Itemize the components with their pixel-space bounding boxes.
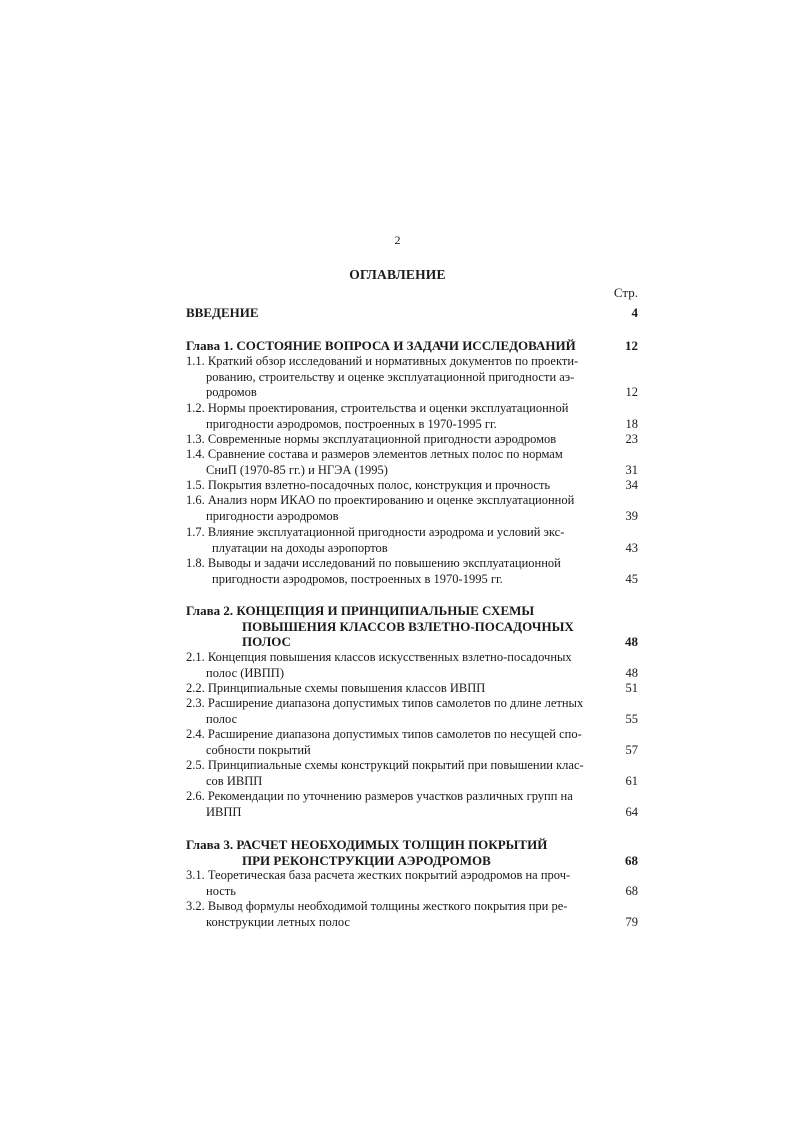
- toc-entry-line: 2.5. Принципиальные схемы конструкций покрытий при повышении клас-: [186, 758, 584, 772]
- toc-entry-page: 4: [631, 305, 638, 320]
- toc-entry-intro[interactable]: [186, 305, 638, 321]
- toc-entry-1-2[interactable]: [186, 401, 638, 432]
- toc-entry-line: 3.1. Теоретическая база расчета жестких покрытий аэродромов на проч-: [186, 868, 571, 882]
- toc-entry-page: 34: [625, 478, 638, 492]
- toc-entry-page: 51: [625, 681, 638, 695]
- toc-entry-2-3[interactable]: [186, 696, 638, 727]
- toc-chapter-title: Глава 3. РАСЧЕТ НЕОБХОДИМЫХ ТОЛЩИН ПОКРЫТИЙ: [186, 837, 548, 852]
- toc-entry-line: плуатации на доходы аэропортов: [212, 540, 388, 555]
- toc-entry-2-1[interactable]: [186, 650, 638, 681]
- toc-entry-page: 48: [625, 634, 638, 649]
- toc-entry-page: 39: [625, 508, 638, 523]
- toc-entry-page: 79: [625, 914, 638, 929]
- toc-entry-line: 2.4. Расширение диапазона допустимых типов самолетов по несущей спо-: [186, 727, 582, 741]
- toc-entry-line: рованию, строительству и оценке эксплуатационной пригодности аэ-: [206, 369, 575, 384]
- toc-chapter-1[interactable]: [186, 338, 638, 354]
- toc-entry-line: 1.7. Влияние эксплуатационной пригодности аэродрома и условий экс-: [186, 525, 565, 539]
- toc-entry-line: 1.1. Краткий обзор исследований и нормативных документов по проекти-: [186, 354, 579, 368]
- toc-entry-2-6[interactable]: [186, 789, 638, 820]
- toc-entry-line: конструкции летных полос: [206, 914, 350, 929]
- toc-entry-page: 55: [625, 711, 638, 726]
- toc-entry-line: пригодности аэродромов: [206, 508, 339, 523]
- toc-chapter-title: ПОВЫШЕНИЯ КЛАССОВ ВЗЛЕТНО-ПОСАДОЧНЫХ: [242, 618, 574, 634]
- toc-entry-line: СниП (1970-85 гг.) и НГЭА (1995): [206, 462, 388, 477]
- toc-entry-line: полос: [206, 711, 238, 726]
- page-number: 2: [394, 233, 401, 247]
- toc-entry-page: 12: [625, 385, 638, 399]
- toc-chapter-3[interactable]: [186, 837, 638, 868]
- toc-entry-line: сов ИВПП: [206, 773, 263, 788]
- toc-entry-page: 12: [625, 338, 638, 353]
- toc-entry-2-5[interactable]: [186, 758, 638, 789]
- toc-entry-line: 2.2. Принципиальные схемы повышения классов ИВПП: [186, 681, 486, 695]
- toc-entry-page: 68: [625, 852, 638, 868]
- toc-entry-1-6[interactable]: [186, 493, 638, 524]
- toc-entry-page: 43: [625, 540, 638, 555]
- toc-entry-line: 1.2. Нормы проектирования, строительства и оценки эксплуатационной: [186, 401, 569, 415]
- toc-chapter-title: Глава 2. КОНЦЕПЦИЯ И ПРИНЦИПИАЛЬНЫЕ СХЕМЫ: [186, 603, 535, 618]
- toc-entry-line: полос (ИВПП): [206, 665, 284, 680]
- toc-entry-line: 3.2. Вывод формулы необходимой толщины жесткого покрытия при ре-: [186, 899, 568, 913]
- toc-entry-page: 68: [625, 883, 638, 898]
- toc-entry-line: 2.6. Рекомендации по уточнению размеров участков различных групп на: [186, 789, 573, 803]
- toc-chapter-title: Глава 1. СОСТОЯНИЕ ВОПРОСА И ЗАДАЧИ ИССЛЕДОВАНИЙ: [186, 338, 576, 353]
- toc-entry-page: 45: [625, 571, 638, 586]
- toc-entry-line: 1.5. Покрытия взлетно-посадочных полос, конструкция и прочность: [186, 478, 551, 492]
- toc-chapter-title: ПОЛОС: [242, 634, 291, 649]
- toc-entry-1-3[interactable]: [186, 432, 638, 448]
- toc-entry-1-1[interactable]: [186, 354, 638, 401]
- toc-entry-line: пригодности аэродромов, построенных в 1970-1995 гг.: [212, 571, 503, 586]
- pages-column-label: Стр.: [613, 285, 638, 300]
- toc-entry-page: 61: [625, 773, 638, 788]
- toc-entry-line: пригодности аэродромов, построенных в 1970-1995 гг.: [206, 416, 497, 431]
- toc-entry-line: 1.4. Сравнение состава и размеров элементов летных полос по нормам: [186, 447, 563, 461]
- toc-entry-3-1[interactable]: [186, 868, 638, 899]
- toc-entry-page: 64: [625, 804, 638, 819]
- toc-entry-page: 18: [625, 416, 638, 431]
- toc-entry-1-7[interactable]: [186, 525, 638, 556]
- toc-entry-2-2[interactable]: [186, 681, 638, 697]
- toc-entry-3-2[interactable]: [186, 899, 638, 930]
- toc-entry-line: ИВПП: [206, 804, 242, 819]
- toc-entry-line: 1.8. Выводы и задачи исследований по повышению эксплуатационной: [186, 556, 561, 570]
- toc-entry-line: 2.3. Расширение диапазона допустимых типов самолетов по длине летных: [186, 696, 584, 710]
- toc-entry-1-4[interactable]: [186, 447, 638, 478]
- toc-entry-page: 48: [625, 665, 638, 680]
- toc-entry-page: 23: [625, 432, 638, 446]
- toc-entry-line: 1.6. Анализ норм ИКАО по проектированию и оценке эксплуатационной: [186, 493, 575, 507]
- toc-entry-1-8[interactable]: [186, 556, 638, 587]
- toc-title: ОГЛАВЛЕНИЕ: [349, 267, 446, 282]
- toc-chapter-title: ПРИ РЕКОНСТРУКЦИИ АЭРОДРОМОВ: [242, 852, 491, 868]
- toc-entry-1-5[interactable]: [186, 478, 638, 494]
- toc-entry-line: 1.3. Современные нормы эксплуатационной пригодности аэродромов: [186, 432, 557, 446]
- toc-entry-line: родромов: [206, 385, 257, 399]
- toc-entry-2-4[interactable]: [186, 727, 638, 758]
- toc-entry-line: собности покрытий: [206, 742, 311, 757]
- toc-entry-line: 2.1. Концепция повышения классов искусственных взлетно-посадочных: [186, 650, 572, 664]
- toc-entry-line: ность: [206, 883, 236, 898]
- toc-entry-page: 57: [625, 742, 638, 757]
- toc-entry-text: ВВЕДЕНИЕ: [186, 305, 259, 320]
- toc-chapter-2[interactable]: [186, 603, 638, 650]
- toc-entry-page: 31: [625, 462, 638, 477]
